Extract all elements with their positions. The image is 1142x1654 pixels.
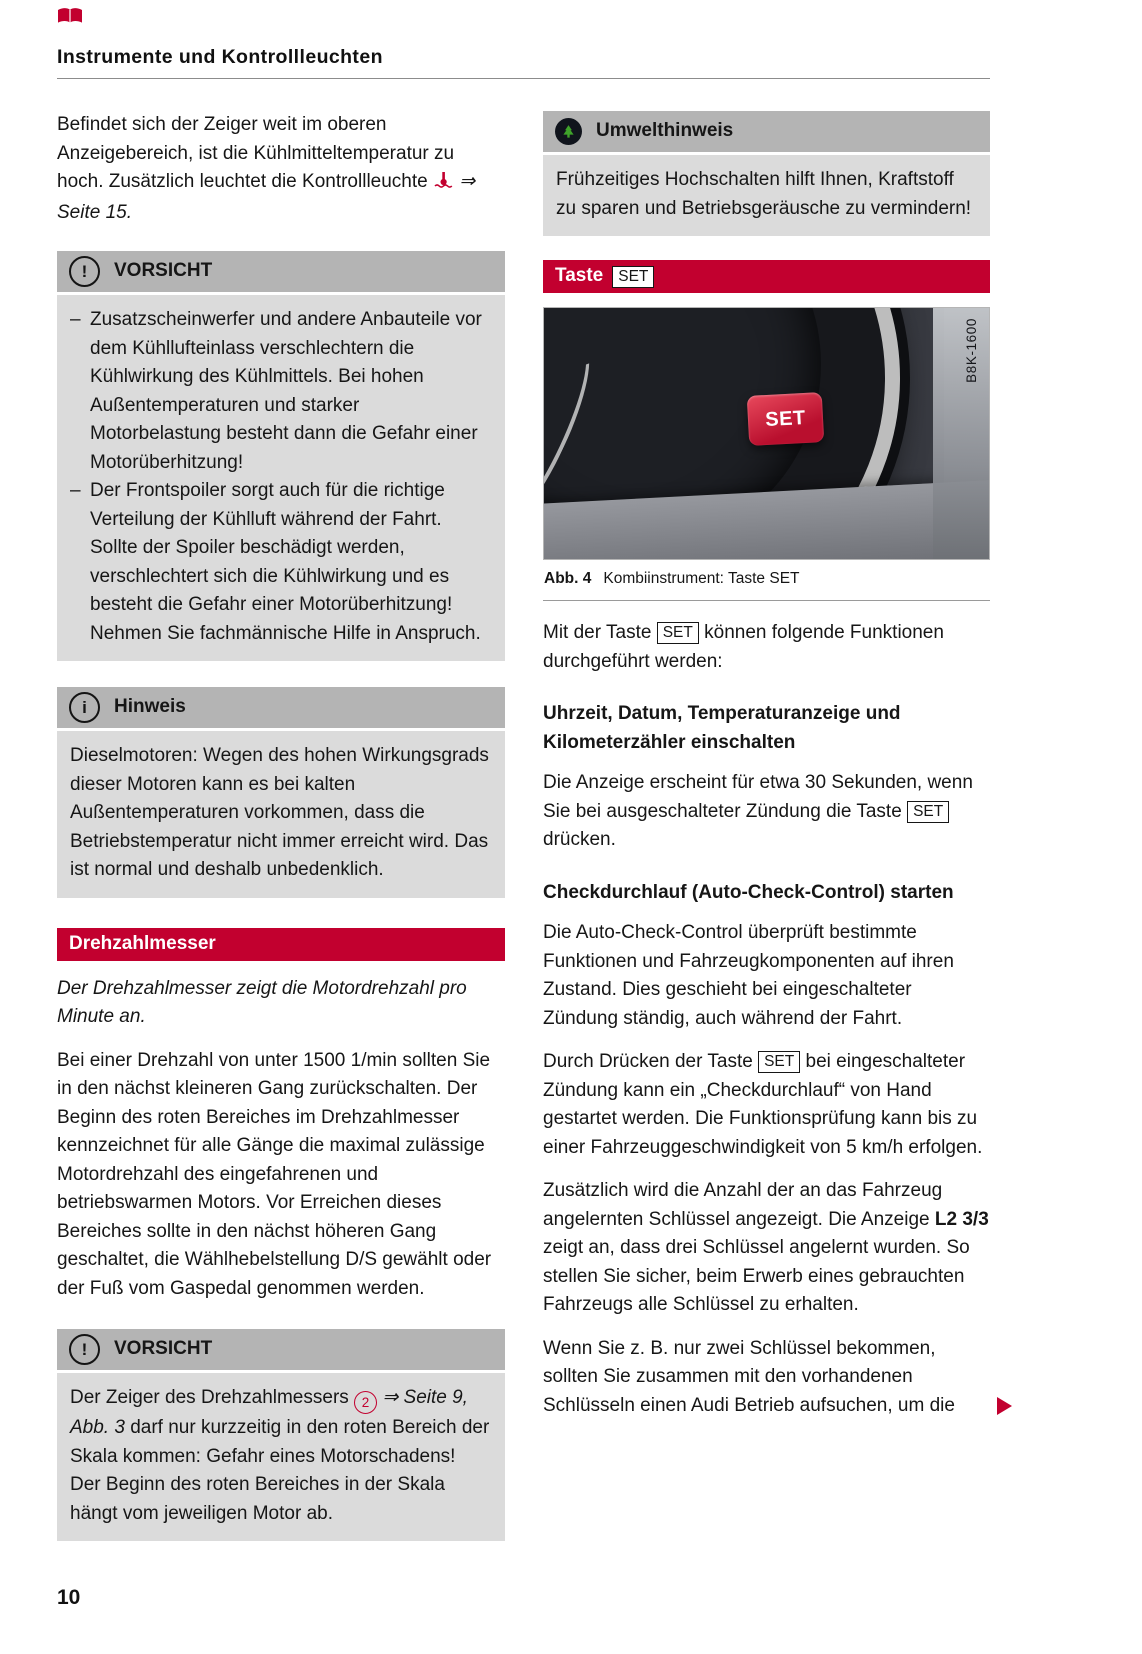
caution-text: Der Zeiger des Drehzahlmessers	[70, 1387, 349, 1408]
intro-paragraph	[57, 111, 505, 227]
caution-box	[57, 251, 505, 661]
lead-paragraph: Der Drehzahlmesser zeigt die Motordrehzahl pro Minute an.	[57, 977, 467, 1027]
paragraph-text: Zusätzlich wird die Anzahl der an das Fahrzeug angelernten Schlüssel angezeigt. Die Anzeige	[543, 1180, 943, 1230]
figure-caption-label: Abb. 4	[544, 570, 592, 587]
figure-caption	[543, 560, 990, 601]
eco-note-box	[543, 111, 990, 236]
two-column-layout	[57, 111, 990, 1541]
caution-header	[57, 1329, 505, 1370]
section-title: Drehzahlmesser	[69, 932, 216, 954]
uhrzeit-paragraph	[543, 769, 990, 855]
note-header	[57, 687, 505, 728]
coolant-temperature-warning-icon	[433, 170, 454, 199]
set-keycap: SET	[657, 622, 699, 644]
caution-box-2	[57, 1329, 505, 1541]
exclamation-icon: !	[69, 256, 100, 287]
subheading-uhrzeit: Uhrzeit, Datum, Temperaturanzeige und Kilometerzähler einschalten	[543, 703, 901, 753]
schluessel-paragraph	[543, 1177, 990, 1320]
part-number: B8K-1600	[963, 318, 979, 383]
eco-note-header	[543, 111, 990, 152]
info-icon: i	[69, 692, 100, 723]
caution-body	[57, 1373, 505, 1541]
paragraph-text: Die Anzeige erscheint für etwa 30 Sekunden, wenn Sie bei ausgeschalteter Zündung die Taste	[543, 772, 973, 822]
checkdurchlauf-paragraph	[543, 1048, 990, 1162]
eco-note-title: Umwelthinweis	[596, 120, 734, 142]
instrument-cluster-photo	[543, 307, 990, 560]
section-header-drehzahlmesser	[57, 928, 505, 961]
figure-abb-4	[543, 307, 990, 601]
book-icon	[57, 7, 83, 25]
page-number: 10	[57, 1586, 81, 1609]
section-label: Taste	[555, 265, 604, 287]
page-content	[57, 0, 990, 1541]
section-header-taste-set	[543, 260, 990, 293]
dash-bullet: –	[70, 309, 81, 330]
caution-title: VORSICHT	[114, 1338, 213, 1360]
right-column	[543, 111, 990, 1435]
figure-reference: ⇒ Seite 9, Abb. 3	[70, 1387, 468, 1439]
paragraph-text: drücken.	[543, 829, 616, 850]
list-item-text: Zusatzscheinwerfer und andere Anbauteile vor dem Kühllufteinlass verschlechtern die Kühlwirkung des Kühlmittels. Bei hohen Außentemperaturen und starker Motorbelastung besteht dann die Gefahr einer Motorüberhitzung!	[90, 309, 482, 473]
tree-icon	[555, 118, 582, 145]
caution-body	[57, 295, 505, 661]
caution-text: darf nur kurzzeitig in den roten Bereich der Skala kommen: Gefahr eines Motorschadens! Der Beginn des roten Bereiches in der Skala hängt vom jeweiligen Motor ab.	[70, 1417, 490, 1524]
list-item-text: Der Frontspoiler sorgt auch für die richtige Verteilung der Kühlluft während der Fahrt. Sollte der Spoiler beschädigt werden, verschlechtert sich die Kühlwirkung und es besteht die Gefahr einer Motorüberhitzung! Nehmen Sie fachmännische Hilfe in Anspruch.	[90, 480, 481, 644]
dash-bullet: –	[70, 480, 81, 501]
note-title: Hinweis	[114, 696, 186, 718]
exclamation-icon: !	[69, 1334, 100, 1365]
paragraph-text: Wenn Sie z. B. nur zwei Schlüssel bekommen, sollten Sie zusammen mit den vorhandenen Schlüsseln einen Audi Betrieb aufsuchen, um die	[543, 1337, 955, 1416]
set-keycap: SET	[612, 266, 654, 288]
paragraph-text: bei eingeschalteter Zündung kann ein „Checkdurchlauf“ von Hand gestartet werden. Die Funktionsprüfung kann bis zu einer Fahrzeuggeschwindigkeit von 5 km/h erfolgen.	[543, 1051, 983, 1158]
caution-header	[57, 251, 505, 292]
page-reference: ⇒ Seite 15.	[57, 171, 476, 223]
note-body: Dieselmotoren: Wegen des hohen Wirkungsgrads dieser Motoren kann es bei kalten Außentemperaturen vorkommen, dass die Betriebstemperatur nicht immer erreicht wird. Das ist normal und deshalb unbedenklich.	[57, 731, 505, 898]
left-column	[57, 111, 505, 1541]
page-header	[57, 0, 990, 79]
list-item	[70, 306, 491, 477]
subheading-checkdurchlauf: Checkdurchlauf (Auto-Check-Control) starten	[543, 881, 954, 903]
header-rule	[57, 78, 990, 79]
intro-text: Befindet sich der Zeiger weit im oberen Anzeigebereich, ist die Kühlmitteltemperatur zu hoch. Zusätzlich leuchtet die Kontrollleuchte	[57, 114, 455, 192]
continuation-arrow-icon	[997, 1397, 1012, 1415]
paragraph-text: Mit der Taste	[543, 622, 652, 643]
circled-number-2: 2	[354, 1391, 377, 1414]
eco-note-body: Frühzeitiges Hochschalten hilft Ihnen, Kraftstoff zu sparen und Betriebsgeräusche zu vermindern!	[543, 155, 990, 236]
set-keycap: SET	[758, 1051, 800, 1073]
paragraph-text: können folgende Funktionen durchgeführt werden:	[543, 622, 944, 672]
figure-caption-text: Kombiinstrument: Taste SET	[603, 570, 800, 587]
set-button: SET	[747, 392, 825, 446]
set-intro-paragraph	[543, 619, 990, 676]
paragraph-text: Durch Drücken der Taste	[543, 1051, 753, 1072]
paragraph-text: zeigt an, dass drei Schlüssel angelernt wurden. So stellen Sie sicher, beim Erwerb eines gebrauchten Fahrzeugs alle Schlüssel zu erhalten.	[543, 1237, 970, 1315]
page-title: Instrumente und Kontrollleuchten	[57, 46, 383, 68]
final-paragraph	[543, 1335, 990, 1421]
display-code-l2-3-3: L2 3/3	[934, 1208, 989, 1230]
caution-title: VORSICHT	[114, 260, 213, 282]
note-box	[57, 687, 505, 898]
list-item	[70, 477, 491, 648]
acc-paragraph: Die Auto-Check-Control überprüft bestimmte Funktionen und Fahrzeugkomponenten auf ihren Zustand. Dies geschieht bei eingeschalteter Zündung ständig, auch während der Fahrt.	[543, 922, 954, 1029]
body-paragraph: Bei einer Drehzahl von unter 1500 1/min sollten Sie in den nächst kleineren Gang zurückschalten. Der Beginn des roten Bereiches im Drehzahlmesser kennzeichnet für alle Gänge die maximal zulässige Motordrehzahl des eingefahrenen und betriebswarmen Motors. Vor Erreichen dieses Bereiches sollte in den nächst höheren Gang geschaltet, die Wählhebelstellung D/S gewählt oder der Fuß vom Gaspedal genommen werden.	[57, 1049, 492, 1299]
set-keycap: SET	[907, 801, 949, 823]
